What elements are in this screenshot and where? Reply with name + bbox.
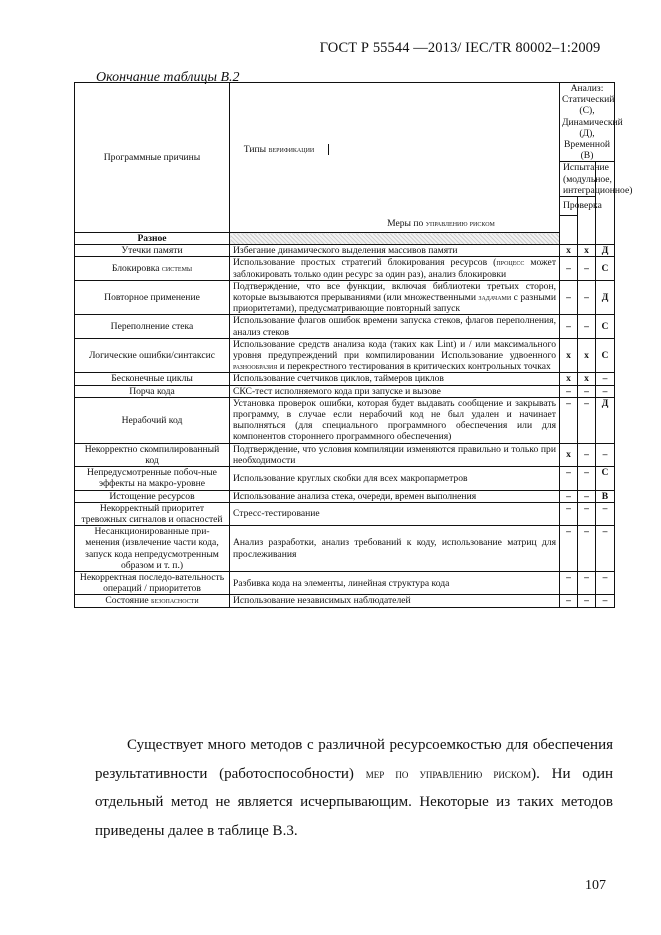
row-analysis-mark: – <box>596 502 615 525</box>
row-measure: Подтверждение, что условия компиляции изменяются правильно и только при необходимости <box>230 443 560 466</box>
row-measure: Использование независимых наблюдателей <box>230 595 560 607</box>
header-causes: Программные причины <box>75 83 230 233</box>
row-measure: Анализ разработки, анализ требований к коду, использование матриц для прослеживания <box>230 526 560 572</box>
table-row <box>75 467 615 490</box>
row-cause: Утечки памяти <box>75 245 230 257</box>
table-row <box>75 280 615 315</box>
row-review-mark: x <box>560 245 578 257</box>
row-test-mark: – <box>578 467 596 490</box>
row-cause: Несанкционированные при-менения (извлечение части кода, запуск кода непредусмотренным образом и т. п.) <box>75 526 230 572</box>
row-analysis-mark: – <box>596 595 615 607</box>
row-cause: Бесконечные циклы <box>75 373 230 385</box>
row-analysis-mark: – <box>596 526 615 572</box>
row-review-mark: – <box>560 280 578 315</box>
table-row <box>75 257 615 280</box>
row-analysis-mark: – <box>596 373 615 385</box>
table-row <box>75 385 615 397</box>
row-cause: Некорректный приоритет тревожных сигналов и опасностей <box>75 502 230 525</box>
row-test-mark: – <box>578 315 596 338</box>
row-review-mark: – <box>560 467 578 490</box>
row-review-mark: x <box>560 443 578 466</box>
row-test-mark: x <box>578 373 596 385</box>
page-number: 107 <box>585 878 606 893</box>
row-review-mark: – <box>560 385 578 397</box>
row-measure: Использование счетчиков циклов, таймеров циклов <box>230 373 560 385</box>
row-review-mark: – <box>560 526 578 572</box>
row-test-mark: – <box>578 502 596 525</box>
table-row <box>75 443 615 466</box>
row-analysis-mark: – <box>596 443 615 466</box>
row-measure: Использование круглых скобки для всех макропарметров <box>230 467 560 490</box>
header-review: Проверка <box>560 197 578 216</box>
row-measure: Стресс-тестирование <box>230 502 560 525</box>
row-measure: Использование флагов ошибок времени запуска стеков, флагов переполнения, анализ стеков <box>230 315 560 338</box>
row-cause: Некорректная последо-вательность операций / приоритетов <box>75 571 230 594</box>
row-review-mark: – <box>560 490 578 502</box>
row-measure: Разбивка кода на элементы, линейная структура кода <box>230 571 560 594</box>
row-cause: Переполнение стека <box>75 315 230 338</box>
table-row <box>75 490 615 502</box>
row-test-mark: – <box>578 595 596 607</box>
row-analysis-mark: С <box>596 257 615 280</box>
row-review-mark: – <box>560 397 578 443</box>
header-row-analysis <box>75 83 615 162</box>
row-test-mark: – <box>578 385 596 397</box>
row-review-mark: – <box>560 502 578 525</box>
row-measure: Подтверждение, что все функции, включая библиотеки третьих сторон, которые вызываются прерываниями (или множественными задачами с разными приоритетами), предусматривающие повторный запуск <box>230 280 560 315</box>
row-test-mark: – <box>578 443 596 466</box>
row-test-mark: – <box>578 397 596 443</box>
row-cause: Повторное применение <box>75 280 230 315</box>
row-test-mark: x <box>578 245 596 257</box>
row-test-mark: – <box>578 280 596 315</box>
row-test-mark: x <box>578 338 596 373</box>
row-cause: Порча кода <box>75 385 230 397</box>
header-testing: Испытание (модульное, интеграционное) <box>560 162 596 197</box>
row-cause: Нерабочий код <box>75 397 230 443</box>
row-test-mark: – <box>578 571 596 594</box>
section-title: Разное <box>75 233 230 245</box>
row-measure: Использование анализа стека, очереди, времен выполнения <box>230 490 560 502</box>
row-review-mark: – <box>560 571 578 594</box>
row-measure: Использование средств анализа кода (таких как Lint) и / или максимального уровня предупреждений при компилировании Использование удвоенного разнообразия и перекрестного тестирования в критических контрольных точках <box>230 338 560 373</box>
row-analysis-mark: – <box>596 571 615 594</box>
table-row <box>75 338 615 373</box>
table-row <box>75 571 615 594</box>
row-review-mark: – <box>560 595 578 607</box>
row-cause: Непредусмотренные побоч-ные эффекты на макро-уровне <box>75 467 230 490</box>
row-cause: Логические ошибки/синтаксис <box>75 338 230 373</box>
row-measure: Установка проверок ошибки, которая будет выдавать сообщение и закрывать программу, в случае если нерабочий код не был удален и начинает выполняться (для специального программного обеспечения или для компонентов стороннего программного обеспечения) <box>230 397 560 443</box>
table-row <box>75 526 615 572</box>
header-analysis: Анализ: Статический (С), Динамический (Д), Временной (В) <box>560 83 615 162</box>
table-row <box>75 397 615 443</box>
table-row <box>75 595 615 607</box>
row-test-mark: – <box>578 257 596 280</box>
table-caption: Окончание таблицы В.2 <box>96 70 240 85</box>
document-header: ГОСТ Р 55544 —2013/ IEC/TR 80002–1:2009 <box>319 40 601 56</box>
verification-table <box>74 82 633 608</box>
row-cause: Состояние безопасности <box>75 595 230 607</box>
row-measure: Использование простых стратегий блокирования ресурсов (процесс может заблокировать только один ресурс за один раз), анализ блокировки <box>230 257 560 280</box>
table-row <box>75 245 615 257</box>
row-cause: Истощение ресурсов <box>75 490 230 502</box>
row-analysis-mark: С <box>596 338 615 373</box>
row-analysis-mark: С <box>596 467 615 490</box>
table-row <box>75 373 615 385</box>
row-test-mark: – <box>578 526 596 572</box>
header-verification-types: Типы верификации <box>243 143 315 155</box>
row-analysis-mark: Д <box>596 280 615 315</box>
row-analysis-mark: С <box>596 315 615 338</box>
table-row <box>75 502 615 525</box>
row-test-mark: – <box>578 490 596 502</box>
row-cause: Некорректно скомпилированный код <box>75 443 230 466</box>
row-analysis-mark: Д <box>596 245 615 257</box>
hatched-cell <box>230 233 560 245</box>
row-cause: Блокировка системы <box>75 257 230 280</box>
row-measure: Избегание динамического выделения массивов памяти <box>230 245 560 257</box>
header-risk-measures: Меры по управлению риском <box>230 216 560 233</box>
row-review-mark: x <box>560 373 578 385</box>
body-paragraph: Существует много методов с различной ресурсоемкостью для обеспечения результативности (работоспособности) мер по управлению риском). Ни один отдельный метод не является исчерпывающим. Некоторые из таких методов приведены далее в таблице В.3. <box>95 737 614 839</box>
section-row <box>75 233 615 245</box>
table-row <box>75 315 615 338</box>
header-verification-types-cell <box>230 83 560 216</box>
row-analysis-mark: – <box>596 385 615 397</box>
row-review-mark: – <box>560 257 578 280</box>
row-review-mark: x <box>560 338 578 373</box>
row-analysis-mark: В <box>596 490 615 502</box>
row-analysis-mark: Д <box>596 397 615 443</box>
row-measure: СКС-тест исполняемого кода при запуске и вызове <box>230 385 560 397</box>
row-review-mark: – <box>560 315 578 338</box>
